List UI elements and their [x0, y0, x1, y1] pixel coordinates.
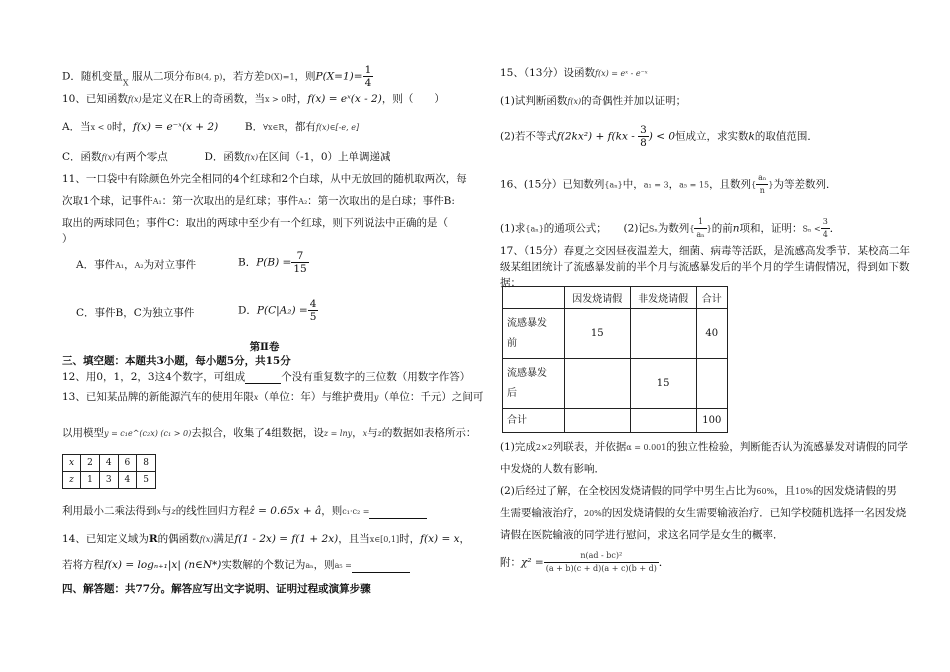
text: 利用最小二乘法得到 — [62, 505, 157, 517]
text: ，则（ ） — [381, 93, 445, 105]
math: f(x) — [101, 153, 116, 162]
text: ，都有 — [284, 121, 316, 133]
math: f(x) — [244, 153, 259, 162]
text: (2)后经过了解，在全校因发烧请假的同学中男生占比为 — [500, 485, 757, 497]
den: 8 — [640, 137, 647, 149]
question-13-line1 — [62, 390, 483, 405]
num: 3 — [821, 216, 830, 229]
section-3-heading: 三、填空题：本题共3小题，每小题5分，共15分 — [62, 355, 291, 367]
math: f(x) = eˣ - e⁻ˣ — [594, 69, 648, 78]
table-cell: 4 — [99, 455, 118, 472]
table-cell — [503, 359, 565, 409]
text: ，若方差 — [222, 70, 265, 83]
text: ，则 — [313, 559, 335, 571]
math: z — [171, 507, 176, 516]
question-9-option-d: D．随机变量$_X$ 服从二项分布B(4, p)，若方差D(X)=1，则P(X=1)= $\frac{1}{4}$ — [62, 64, 372, 89]
text: 14、已知定义域为 — [62, 533, 149, 545]
table-cell — [696, 359, 727, 409]
table-row-z — [63, 472, 156, 489]
table-cell — [630, 409, 696, 433]
text: (1)试判断函数 — [500, 95, 568, 107]
den: (a + b)(c + d)(a + c)(b + d) — [545, 564, 657, 573]
text: 附： — [500, 556, 521, 569]
table-cell: 合计 — [696, 287, 727, 309]
text: 时， — [399, 533, 421, 545]
math: A₂ — [134, 261, 144, 270]
math: 20% — [584, 509, 602, 518]
text: 次取1个球，记事件 — [62, 195, 153, 207]
text: 15、（13分）设函数 — [500, 67, 595, 79]
text: 16、(15分）已知数列 — [500, 178, 605, 191]
table-cell: 40 — [696, 309, 727, 359]
fraction — [638, 124, 649, 149]
math: f(x) = logₙ₊₁|x| (n∈N*) — [104, 559, 222, 571]
table-cell — [564, 359, 630, 409]
text: 的独立性检验，判断能否认为流感暴发对请假的同学 — [666, 441, 908, 453]
num: 7 — [291, 250, 308, 263]
text: 13、已知某品牌的新能源汽车的使用年限 — [62, 391, 254, 403]
question-11-option-b — [238, 250, 309, 275]
den: n — [759, 186, 765, 195]
den: 4 — [822, 230, 828, 239]
text: ，且数列 — [709, 178, 752, 191]
den: 15 — [293, 263, 307, 275]
text: 个没有重复数字的三位数（用数字作答） — [281, 371, 471, 383]
math: y — [373, 393, 379, 402]
question-17-part2-line2 — [500, 506, 906, 521]
question-12 — [62, 370, 470, 384]
text: D．函数 — [204, 151, 245, 163]
text: ：第一次取出的是白球；事件B: — [307, 195, 455, 207]
math: f(x) — [127, 95, 142, 104]
text: ． — [829, 222, 841, 235]
table-cell — [564, 409, 630, 433]
text: 有两个零点 — [115, 151, 168, 163]
text: 与 — [161, 505, 172, 517]
question-11-line3: 取出的两球同色；事件C：取出的两球中至少有一个红球，则下列说法中正确的是（ — [62, 217, 449, 229]
text: C．函数 — [62, 151, 102, 163]
fraction — [308, 298, 319, 323]
text: 的线性回归方程 — [175, 505, 250, 517]
answer-blank[interactable] — [352, 572, 410, 573]
text: D． — [238, 304, 257, 317]
text: 去拟合，收集了4组数据，设 — [191, 427, 324, 439]
math: P(X=1)= — [315, 70, 363, 83]
text: 时， — [111, 121, 133, 133]
math: a₅ = — [334, 561, 352, 570]
math: {aₙ} — [525, 224, 544, 234]
text: ：第一次取出的是红球；事件 — [161, 195, 299, 207]
math: f(x) = e⁻ˣ(x + 2) — [132, 121, 219, 133]
question-17-part1-line2: 中发烧的人数有影响． — [500, 463, 605, 475]
math: Sₙ — [648, 224, 658, 234]
math: {aₙ} — [604, 180, 623, 190]
math: B(4, p) — [194, 72, 223, 82]
question-11-option-a — [76, 258, 196, 273]
text: 在区间（-1，0）上单调递减 — [258, 151, 391, 163]
math: aₙ — [305, 561, 314, 570]
table-cell: 2 — [81, 455, 100, 472]
text: 时， — [286, 93, 308, 105]
text: 的数据如表格所示： — [381, 427, 477, 439]
table-row — [503, 309, 728, 359]
table-cell — [503, 287, 565, 309]
xz-data-table — [62, 454, 156, 489]
table-cell — [630, 309, 696, 359]
question-16: 16、(15分）已知数列{aₙ}中，a₁ = 3，a₅ = 15，且数列{ $\frac{\text{aₙ}}{n}$ }为等差数列． — [500, 173, 837, 195]
den: 5 — [309, 311, 317, 323]
math: D(X)=1 — [264, 72, 295, 82]
text: A．当 — [62, 121, 91, 133]
question-17-line3: 据： — [500, 277, 521, 289]
math: P(B) = — [256, 256, 292, 269]
text: 的奇偶性并加以证明； — [581, 95, 687, 107]
table-cell: 15 — [630, 359, 696, 409]
question-11-option-d — [238, 298, 318, 323]
text: 为数列 — [657, 222, 690, 235]
text: 前 — [507, 337, 517, 349]
text: 满足 — [213, 533, 235, 545]
text: 的因发烧请假的男 — [812, 485, 897, 497]
question-14-line2 — [62, 558, 410, 573]
math: x∈[0,1] — [369, 535, 400, 544]
math: c₁·c₂ = — [342, 507, 370, 516]
text: ． — [658, 556, 670, 569]
part-ii-heading: 第Ⅱ卷 — [249, 341, 280, 353]
text: B． — [238, 256, 257, 269]
math: x — [362, 429, 368, 438]
num: 3 — [640, 124, 647, 136]
fraction — [821, 216, 830, 241]
question-10 — [62, 92, 445, 107]
question-11-line2 — [62, 194, 455, 209]
text: 生需要输液治疗， — [500, 507, 584, 519]
text: 为等差数列． — [773, 178, 837, 191]
fraction — [756, 172, 768, 197]
question-10-options-ab — [62, 120, 359, 135]
table-cell: 5 — [137, 472, 156, 489]
text: ， — [668, 178, 680, 191]
text: （单位：年）与维护费用 — [258, 391, 374, 403]
table-cell: x — [63, 455, 81, 472]
question-11-line4: ） — [62, 233, 73, 245]
question-15-part1 — [500, 94, 686, 109]
text: 实数解的个数记为 — [221, 559, 306, 571]
text: 流感暴发 — [507, 367, 547, 379]
table-cell: 6 — [118, 455, 137, 472]
math: A₁ — [152, 197, 162, 206]
text: 中， — [622, 178, 644, 191]
table-cell — [503, 309, 565, 359]
text: （单位：千元）之间可 — [378, 391, 484, 403]
text: 若将方程 — [62, 559, 104, 571]
question-14-line1 — [62, 532, 470, 547]
text: 为对立事件 — [143, 259, 197, 271]
contingency-table — [502, 286, 728, 433]
text: 12、用0，1，2，3这4个数字，可组成 — [62, 371, 246, 383]
text: ，则 — [321, 505, 343, 517]
table-row — [503, 409, 728, 433]
question-16-parts: (1)求{aₙ}的通项公式； (2)记Sₙ为数列{ $\frac{1}{\text{aₙ}}$ }的前n项和，证明：Sₙ < $\frac{3}{4}$ ． — [500, 217, 841, 239]
question-15 — [500, 66, 648, 81]
question-15-part2 — [500, 124, 818, 149]
table-cell: 非发烧请假 — [630, 287, 696, 309]
text: (1)完成 — [500, 441, 536, 453]
math: χ² = — [521, 556, 544, 569]
num: aₙ — [756, 172, 768, 185]
fraction — [544, 550, 659, 575]
math: f(x) = eˣ(x - 2) — [307, 93, 382, 105]
math: 2×2 — [535, 443, 553, 452]
text: 的前 — [711, 222, 733, 235]
math: f(1 - 2x) = f(1 + 2x) — [234, 533, 339, 545]
question-17-part1-line1 — [500, 440, 908, 455]
fraction — [694, 216, 706, 241]
text: 恒成立，求实数 — [675, 130, 749, 143]
text: ，且当 — [338, 533, 370, 545]
text: 的因发烧请假的女生需要输液治疗．已知学校随机选择一名因发烧 — [601, 507, 907, 519]
math: f(x) — [567, 97, 582, 106]
question-17-part2-line1 — [500, 484, 897, 499]
math: a₁ = 3 — [643, 180, 669, 190]
math: ∀x∈R — [263, 123, 285, 132]
num: 1 — [364, 64, 372, 76]
table-cell: 15 — [564, 309, 630, 359]
math: ) < 0 — [648, 130, 676, 143]
table-cell: 3 — [99, 472, 118, 489]
text: (1)求 — [500, 222, 526, 235]
math: α = 0.001 — [626, 443, 667, 452]
chi-square-formula — [500, 550, 669, 575]
math: x — [156, 507, 162, 516]
text: ， — [124, 259, 135, 271]
math: y = c₁e^(c₂x) (c₁ > 0) — [104, 429, 192, 438]
question-11-option-c: C．事件B，C为独立事件 — [76, 307, 195, 319]
math: R — [148, 533, 158, 545]
question-17-line2: 级某组团统计了流感暴发前的半个月与流感暴发后的半个月的学生请假情况，得到如下数 — [500, 261, 910, 273]
question-13-line2 — [62, 426, 476, 441]
den: 4 — [364, 77, 372, 89]
text: 以用模型 — [62, 427, 104, 439]
text: 列联表，并依据 — [552, 441, 627, 453]
math: a₅ = 15 — [679, 180, 710, 190]
text: 10、已知函数 — [62, 93, 128, 105]
table-cell: 100 — [696, 409, 727, 433]
num: n(ad - bc)² — [544, 550, 659, 563]
math: f(x) = x — [420, 533, 460, 545]
math: x < 0 — [90, 123, 112, 132]
text: 服从二项分布 — [131, 70, 195, 83]
table-cell: z — [63, 472, 81, 489]
answer-blank[interactable] — [245, 383, 281, 384]
math: x > 0 — [265, 95, 287, 104]
question-13-line4 — [62, 504, 427, 519]
math: n — [732, 222, 740, 235]
table-cell: 因发烧请假 — [564, 287, 630, 309]
text: 与 — [367, 427, 378, 439]
num: 4 — [309, 298, 317, 310]
math: x — [253, 393, 259, 402]
text: 流感暴发 — [507, 317, 547, 329]
fraction — [363, 64, 374, 89]
answer-blank[interactable] — [369, 518, 427, 519]
text: ，且 — [774, 485, 796, 497]
math: P(C|A₂) = — [256, 304, 308, 317]
section-4-heading: 四、解答题：共77分。解答应写出文字说明、证明过程或演算步骤 — [62, 583, 371, 595]
math: f(x)∈[-e, e] — [315, 123, 360, 132]
question-17-part2-line3: 请假在医院输液的同学进行慰问，求这名同学是女生的概率． — [500, 529, 784, 541]
num: 1 — [694, 216, 706, 229]
text: ， — [352, 427, 363, 439]
table-cell: 4 — [118, 472, 137, 489]
math: 10% — [795, 487, 813, 496]
text: 的偶函数 — [157, 533, 200, 545]
math: Sₙ < — [802, 224, 821, 234]
text: (2)若不等式 — [500, 130, 557, 143]
den: aₙ — [696, 230, 705, 239]
question-17-line1: 17、（15分）春夏之交因昼夜温差大，细菌、病毒等活跃，是流感高发季节．某校高二年 — [500, 245, 910, 257]
text: (2)记 — [623, 222, 649, 235]
math: k — [748, 130, 755, 143]
math: z — [377, 429, 382, 438]
table-row — [503, 359, 728, 409]
fraction — [291, 250, 308, 275]
math: ẑ = 0.65x + â — [249, 505, 322, 517]
math: A₂ — [298, 197, 308, 206]
table-cell: 1 — [81, 472, 100, 489]
text: A．事件 — [76, 259, 116, 271]
text: ， — [459, 533, 471, 545]
table-cell: 8 — [137, 455, 156, 472]
math: f(2kx²) + f(kx - — [556, 130, 639, 143]
text: 的通项公式； — [543, 222, 607, 235]
table-row — [503, 287, 728, 309]
text: 是定义在R上的奇函数，当 — [141, 93, 265, 105]
table-cell: 合计 — [503, 409, 565, 433]
math: f(x) — [199, 535, 214, 544]
table-row-x — [63, 455, 156, 472]
text: 的取值范围． — [754, 130, 818, 143]
text: ，则 — [294, 70, 316, 83]
math: A₁ — [115, 261, 125, 270]
question-11-line1: 11、一口袋中有除颜色外完全相同的4个红球和2个白球，从中无放回的随机取两次，每 — [62, 173, 467, 185]
math: z = lny — [323, 429, 353, 438]
text: D．随机变量 — [62, 70, 123, 83]
text: 后 — [507, 387, 517, 399]
question-10-options-cd — [62, 150, 391, 165]
text: 项和，证明： — [739, 222, 803, 235]
text: B． — [244, 121, 264, 133]
math: 60% — [756, 487, 775, 496]
